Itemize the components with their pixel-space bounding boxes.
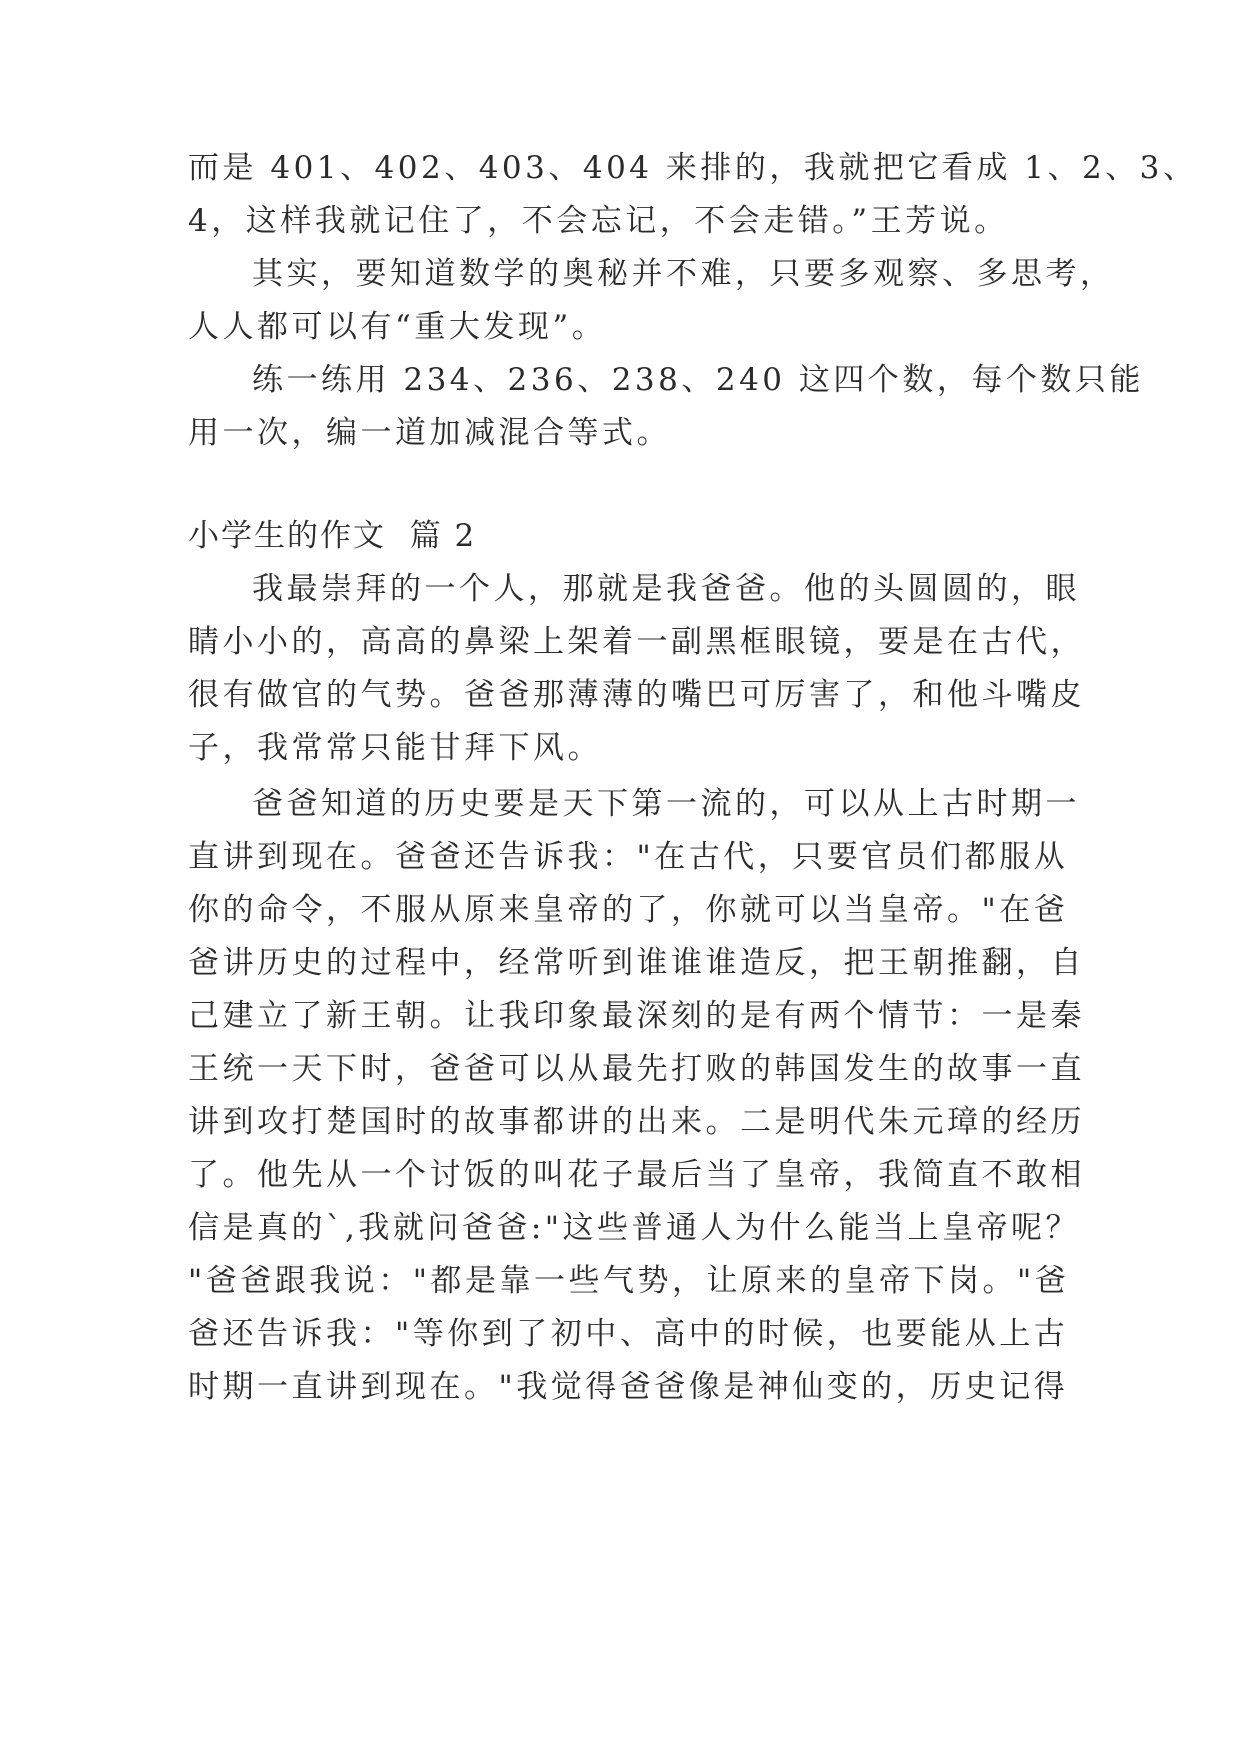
paragraph-line: 练一练用 234、236、238、240 这四个数，每个数只能 — [252, 362, 1144, 398]
paragraph-line: 信是真的`,我就问爸爸:"这些普通人为什么能当上皇帝呢？ — [188, 1210, 1081, 1246]
paragraph-line: 你的命令，不服从原来皇帝的了，你就可以当皇帝。"在爸 — [188, 892, 1069, 928]
paragraph-line: 4，这样我就记住了，不会忘记，不会走错。”王芳说。 — [188, 203, 1009, 239]
paragraph-line: 很有做官的气势。爸爸那薄薄的嘴巴可厉害了，和他斗嘴皮 — [188, 677, 1085, 713]
paragraph-line: 时期一直讲到现在。"我觉得爸爸像是神仙变的，历史记得 — [188, 1369, 1069, 1405]
paragraph-line: 其实，要知道数学的奥秘并不难，只要多观察、多思考， — [252, 256, 1115, 292]
paragraph-line: 人人都可以有“重大发现”。 — [188, 309, 607, 345]
paragraph-line: 王统一天下时，爸爸可以从最先打败的韩国发生的故事一直 — [188, 1051, 1085, 1087]
paragraph-line: 讲到攻打楚国时的故事都讲的出来。二是明代朱元璋的经历 — [188, 1104, 1085, 1140]
paragraph-line: 直讲到现在。爸爸还告诉我："在古代，只要官员们都服从 — [188, 839, 1069, 875]
paragraph-line: 己建立了新王朝。让我印象最深刻的是有两个情节：一是秦 — [188, 998, 1085, 1034]
paragraph-line: 了。他先从一个讨饭的叫花子最后当了皇帝，我简直不敢相 — [188, 1157, 1085, 1193]
paragraph-line: 睛小小的，高高的鼻梁上架着一副黑框眼镜，要是在古代， — [188, 624, 1085, 660]
paragraph-line: 子，我常常只能甘拜下风。 — [188, 730, 602, 766]
paragraph-line: 爸爸知道的历史要是天下第一流的，可以从上古时期一 — [252, 786, 1080, 822]
paragraph-line: 用一次，编一道加减混合等式。 — [188, 415, 671, 451]
section-heading: 小学生的作文 篇 2 — [188, 518, 477, 554]
paragraph-line: 我最崇拜的一个人，那就是我爸爸。他的头圆圆的，眼 — [252, 571, 1080, 607]
paragraph-line: 爸讲历史的过程中，经常听到谁谁谁造反，把王朝推翻，自 — [188, 945, 1085, 981]
paragraph-line: 爸还告诉我："等你到了初中、高中的时候，也要能从上古 — [188, 1316, 1069, 1352]
paragraph-line: 而是 401、402、403、404 来排的，我就把它看成 1、2、3、 — [188, 150, 1198, 186]
paragraph-line: "爸爸跟我说："都是靠一些气势，让原来的皇帝下岗。"爸 — [188, 1263, 1070, 1299]
